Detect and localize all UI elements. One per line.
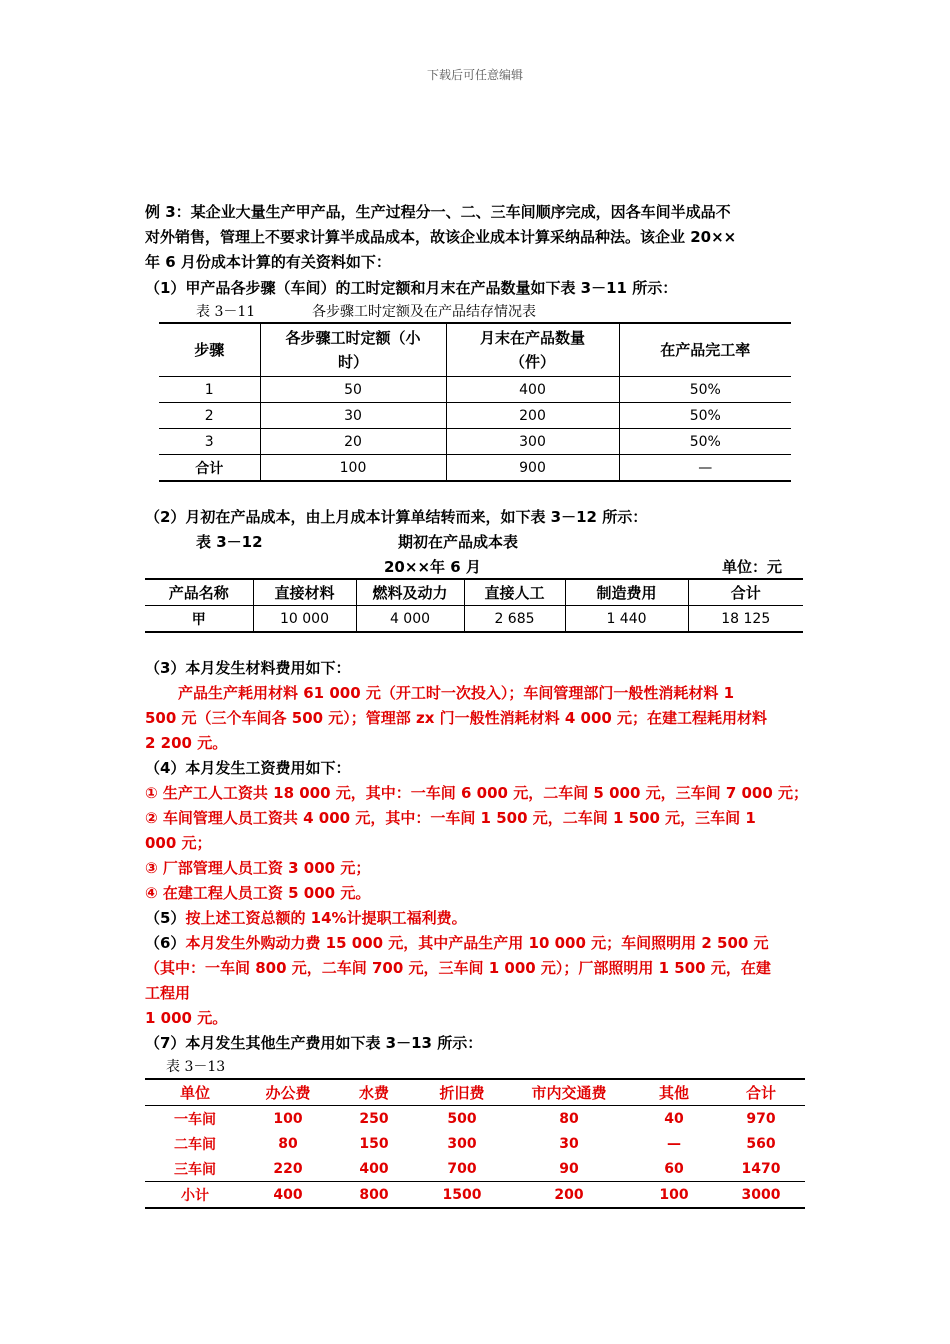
section-3-line-1: 产品生产耗用材料 61 000 元（开工时一次投入）；车间管理部门一般性消耗材料 1 (178, 684, 735, 702)
table-row (145, 1131, 805, 1156)
table-2-label: 表 3－12 (196, 533, 263, 551)
table-cell: 300 (447, 1135, 477, 1152)
table-row (145, 1156, 805, 1182)
table-cell: 1 440 (565, 606, 688, 633)
intro-line-3: 年 6 月份成本计算的有关资料如下： (145, 253, 391, 271)
table-row (159, 429, 791, 455)
section-2-title: （2）月初在产品成本，由上月成本计算单结转而来，如下表 3－12 所示： (145, 508, 648, 526)
table-cell: 80 (559, 1110, 579, 1127)
table-cell: 小计 (145, 1182, 245, 1209)
table-cell: 50 (260, 377, 446, 403)
table-3-header: 折旧费 (417, 1079, 507, 1106)
table-1-caption: 各步骤工时定额及在产品结存情况表 (312, 304, 536, 320)
table-2-header: 合计 (688, 579, 803, 606)
table-row (159, 455, 791, 482)
table-2-header: 制造费用 (565, 579, 688, 606)
table-cell: 250 (359, 1110, 389, 1127)
table-2-date: 20××年 6 月 (384, 558, 481, 576)
page-header: 下载后可任意编辑 (426, 68, 523, 82)
table-cell: 1 (159, 377, 260, 403)
table-1 (159, 322, 791, 482)
table-cell: 50% (619, 377, 791, 403)
table-cell: 40 (664, 1110, 684, 1127)
table-cell: 3000 (717, 1182, 805, 1209)
table-cell: 30 (260, 403, 446, 429)
table-1-header: 在产品完工率 (619, 323, 791, 377)
table-cell: 20 (260, 429, 446, 455)
table-3-header: 市内交通费 (507, 1079, 631, 1106)
table-cell: — (667, 1135, 681, 1152)
section-4-line-1: ① 生产工人工资共 18 000 元，其中：一车间 6 000 元，二车间 5 000 元，三车间 7 000 元； (145, 784, 809, 802)
table-row (159, 377, 791, 403)
table-1-header: 步骤 (159, 323, 260, 377)
table-2-caption: 期初在产品成本表 (398, 533, 519, 551)
table-cell: 90 (559, 1160, 579, 1177)
section-7-title: （7）本月发生其他生产费用如下表 3－13 所示： (145, 1034, 483, 1052)
section-6-line-3: 工程用 (145, 984, 191, 1002)
table-cell: 900 (446, 455, 619, 482)
section-4-line-5: ④ 在建工程人员工资 5 000 元。 (145, 884, 371, 902)
table-cell: 50% (619, 403, 791, 429)
table-3-header: 其他 (631, 1079, 717, 1106)
section-5: （5）按上述工资总额的 14%计提职工福利费。 (145, 909, 467, 927)
table-cell: 3 (159, 429, 260, 455)
table-cell: 500 (447, 1110, 477, 1127)
table-2 (145, 578, 803, 633)
table-cell: — (619, 455, 791, 482)
table-cell: 4 000 (356, 606, 464, 633)
table-1-header: 月末在产品数量 （件） (446, 323, 619, 377)
intro-line-1: 例 3：某企业大量生产甲产品，生产过程分一、二、三车间顺序完成，因各车间半成品不 (145, 203, 731, 221)
table-3 (145, 1078, 805, 1209)
table-3-header: 单位 (145, 1079, 245, 1106)
table-cell: 1470 (741, 1160, 781, 1177)
table-3-header: 办公费 (245, 1079, 331, 1106)
intro-line-2: 对外销售，管理上不要求计算半成品成本，故该企业成本计算采纳品种法。该企业 20×× (145, 228, 737, 246)
table-cell: 700 (447, 1160, 477, 1177)
table-2-header: 产品名称 (145, 579, 253, 606)
section-6-line-1: （6）本月发生外购动力费 15 000 元，其中产品生产用 10 000 元；车间照明用 2 500 元 (145, 934, 769, 952)
table-cell: 甲 (145, 606, 253, 633)
table-cell: 三车间 (174, 1161, 216, 1178)
table-cell: 50% (619, 429, 791, 455)
table-cell: 一车间 (174, 1111, 216, 1128)
table-cell: 560 (746, 1135, 776, 1152)
table-cell: 80 (278, 1135, 298, 1152)
table-cell: 400 (446, 377, 619, 403)
table-cell: 1500 (417, 1182, 507, 1209)
table-2-header: 直接人工 (464, 579, 565, 606)
section-4-line-3: 000 元； (145, 834, 212, 852)
table-3-label: 表 3－13 (166, 1059, 226, 1075)
section-3-title: （3）本月发生材料费用如下： (145, 659, 351, 677)
table-cell: 800 (331, 1182, 417, 1209)
table-row (145, 1106, 805, 1132)
table-2-header: 燃料及动力 (356, 579, 464, 606)
table-cell: 10 000 (253, 606, 356, 633)
table-row (145, 606, 803, 633)
section-1-title: （1）甲产品各步骤（车间）的工时定额和月末在产品数量如下表 3－11 所示： (145, 279, 678, 297)
table-2-unit: 单位：元 (722, 558, 783, 576)
table-1-header: 各步骤工时定额（小 时） (260, 323, 446, 377)
table-cell: 2 685 (464, 606, 565, 633)
table-cell: 100 (273, 1110, 303, 1127)
table-cell: 200 (446, 403, 619, 429)
table-cell: 220 (273, 1160, 303, 1177)
section-4-line-4: ③ 厂部管理人员工资 3 000 元； (145, 859, 371, 877)
section-4-line-2: ② 车间管理人员工资共 4 000 元，其中：一车间 1 500 元，二车间 1 500 元，三车间 1 (145, 809, 756, 827)
table-cell: 200 (507, 1182, 631, 1209)
table-cell: 合计 (159, 455, 260, 482)
table-3-header: 水费 (331, 1079, 417, 1106)
table-cell: 970 (746, 1110, 776, 1127)
table-cell: 二车间 (174, 1136, 216, 1153)
table-cell: 30 (559, 1135, 579, 1152)
table-cell: 300 (446, 429, 619, 455)
table-3-header: 合计 (717, 1079, 805, 1106)
table-cell: 100 (260, 455, 446, 482)
section-6-line-4: 1 000 元。 (145, 1009, 228, 1027)
table-cell: 100 (631, 1182, 717, 1209)
table-cell: 150 (359, 1135, 389, 1152)
table-cell: 2 (159, 403, 260, 429)
table-cell: 60 (664, 1160, 684, 1177)
table-1-label: 表 3－11 (196, 304, 256, 320)
section-3-line-2: 500 元（三个车间各 500 元）；管理部 zx 门一般性消耗材料 4 000 元；在建工程耗用材料 (145, 709, 768, 727)
table-row (159, 403, 791, 429)
table-cell: 18 125 (688, 606, 803, 633)
section-3-line-3: 2 200 元。 (145, 734, 228, 752)
section-6-line-2: （其中：一车间 800 元，二车间 700 元，三车间 1 000 元）；厂部照明用 1 500 元，在建 (145, 959, 771, 977)
table-2-header: 直接材料 (253, 579, 356, 606)
section-4-title: （4）本月发生工资费用如下： (145, 759, 351, 777)
table-cell: 400 (359, 1160, 389, 1177)
table-cell: 400 (245, 1182, 331, 1209)
table-total-row (145, 1182, 805, 1209)
